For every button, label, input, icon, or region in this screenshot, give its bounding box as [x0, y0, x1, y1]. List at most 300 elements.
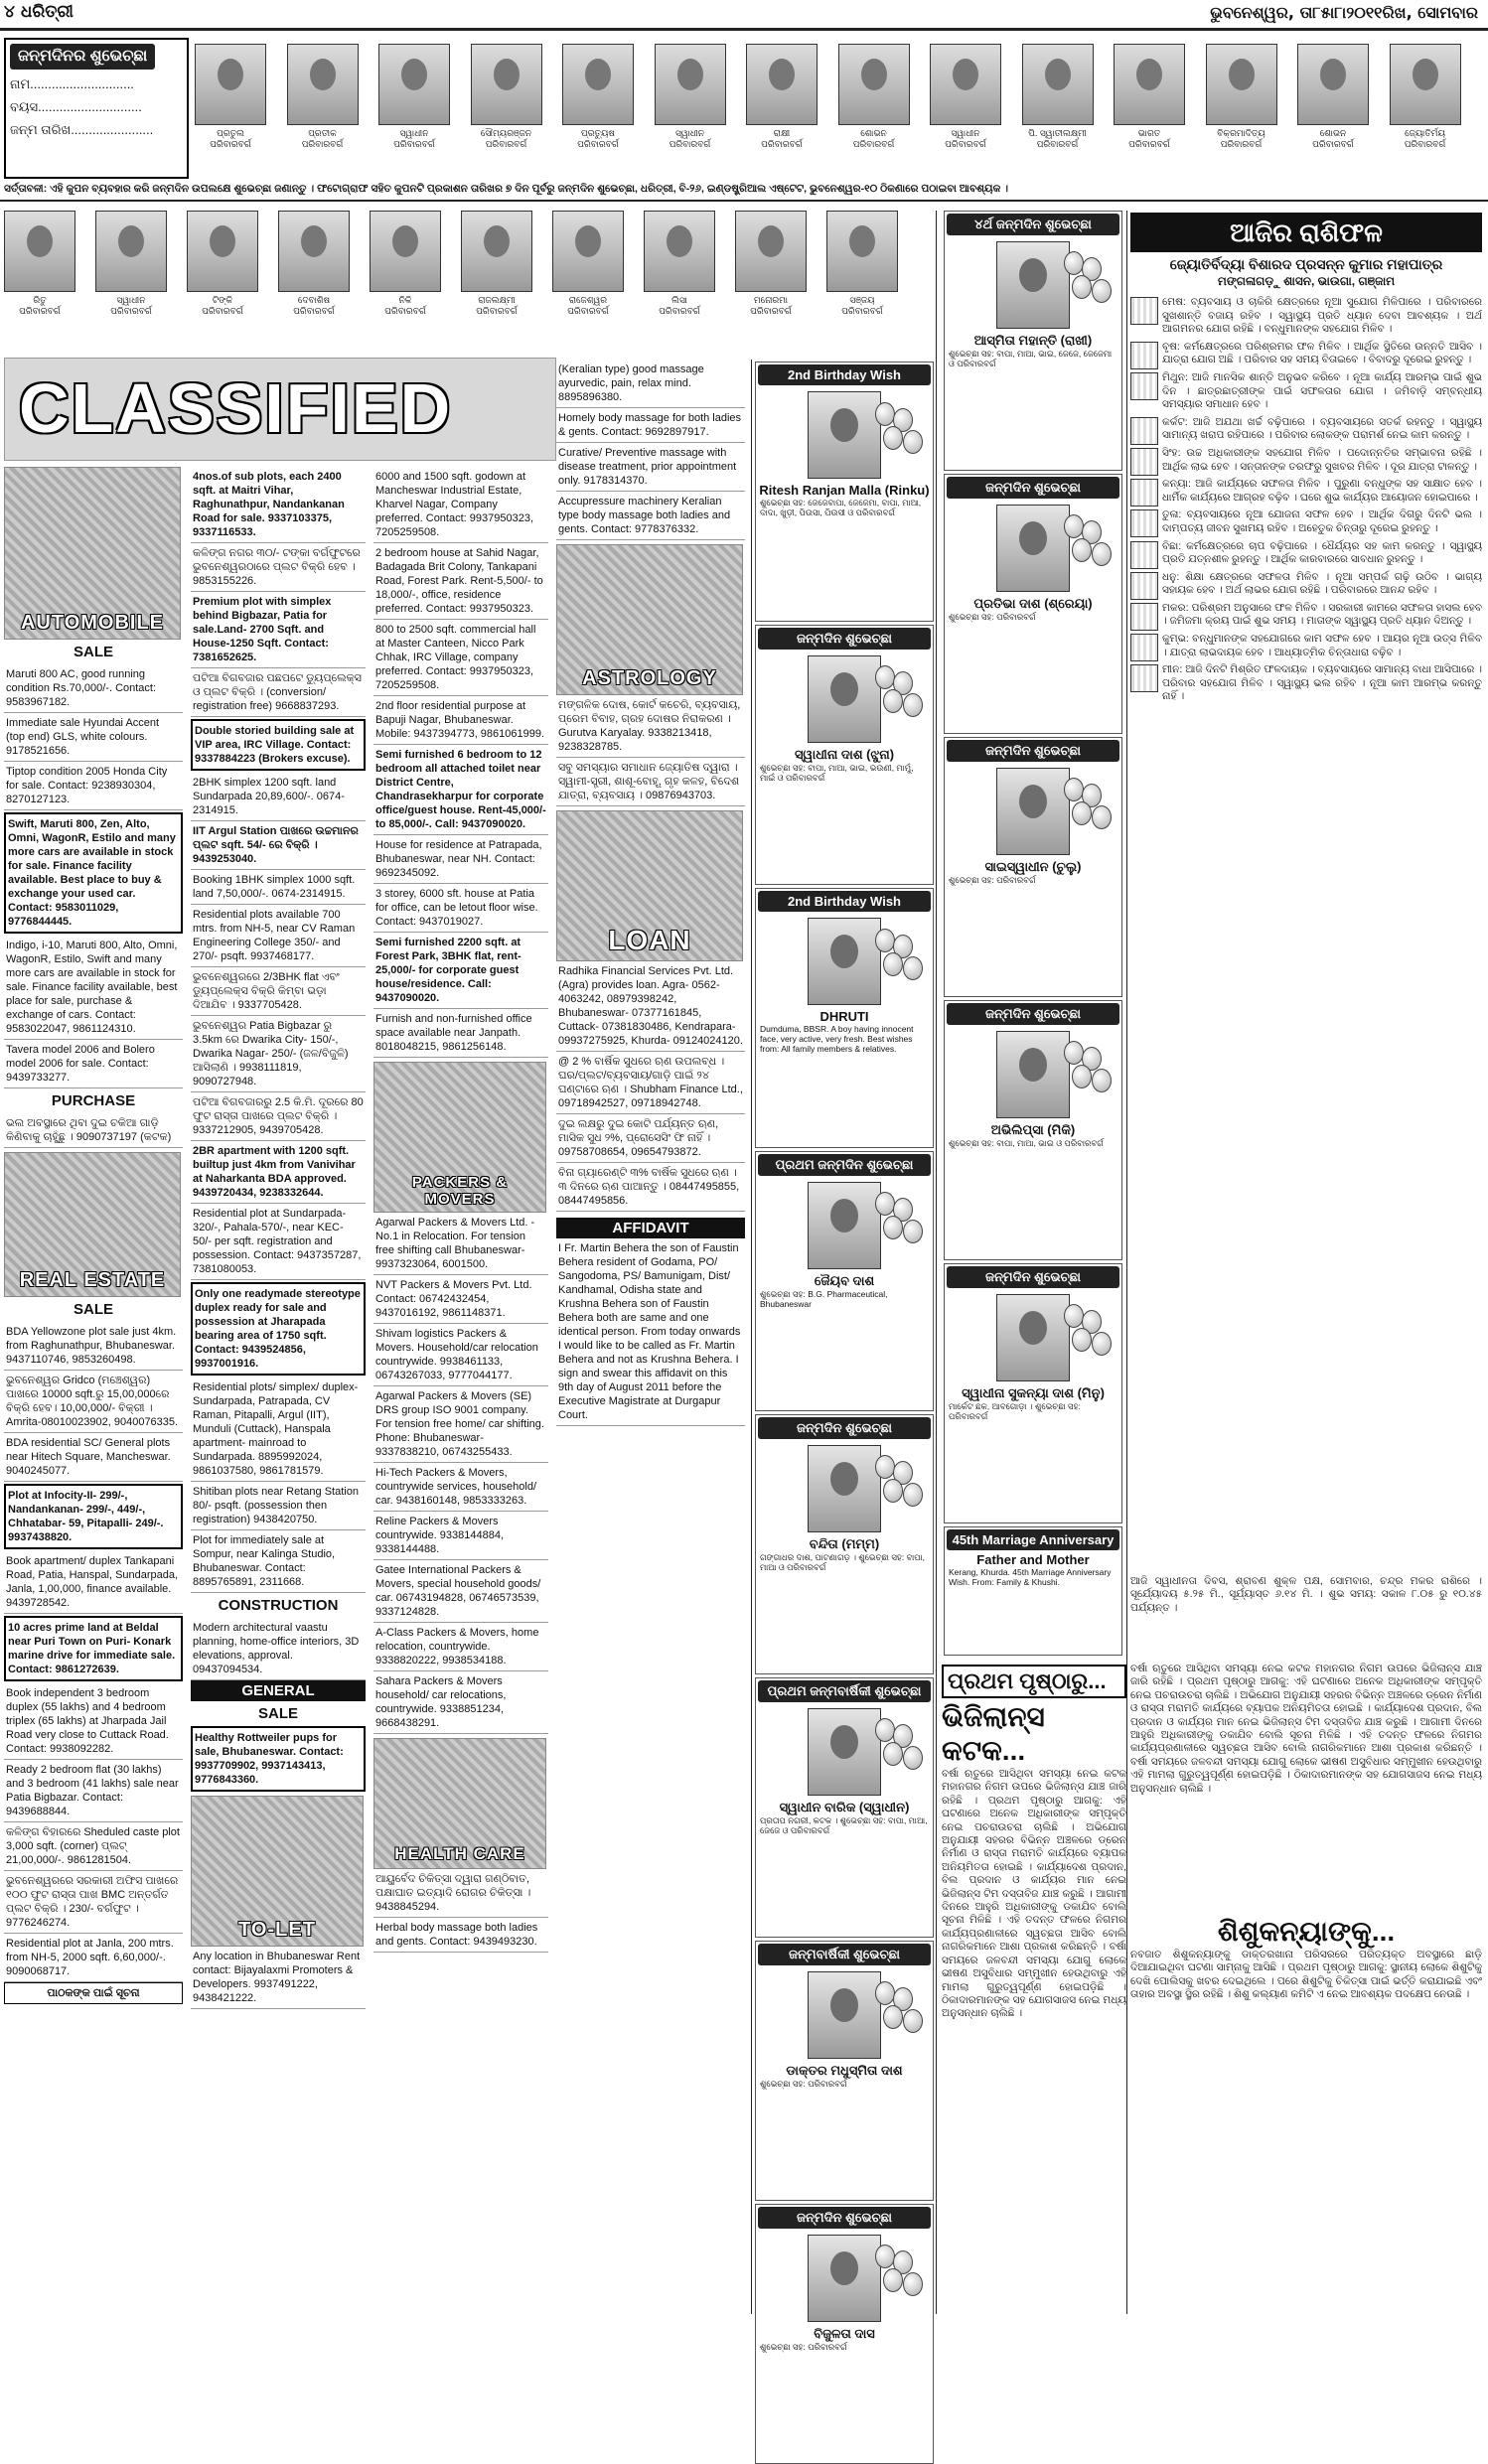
photo-family-label: ପରିବାରବର୍ଗ [761, 139, 803, 149]
photo-caption [273, 295, 355, 317]
photo-name: ଲିସା [671, 295, 687, 305]
wish-heading: ୪ର୍ଥ ଜନ୍ମଦିନ ଶୁଭେଚ୍ଛା [947, 214, 1119, 235]
classified-ad: Hi-Tech Packers & Movers, countrywide services, household/ car. 9438160148, 9853333263. [373, 1463, 548, 1512]
classified-ad: BDA residential SC/ General plots near Hitech Square, Mancheswar. 9040245077. [4, 1433, 183, 1482]
classified-ad: Ready 2 bedroom flat (30 lakhs) and 3 bedroom (41 lakhs) sale near Patia Bigbazar. Contact: 9439688844. [4, 1760, 183, 1822]
photo-caption [639, 295, 720, 317]
classified-banner [4, 358, 556, 461]
photo-name: ସ୍ୱାଧୀନ [675, 128, 704, 138]
balloon-icon [1072, 275, 1092, 299]
health-care-label: HEALTH CARE [394, 1844, 525, 1863]
rashifal-text: ମେଷ: ବ୍ୟବସାୟ ଓ ଚାକିରି କ୍ଷେତ୍ରରେ ନୂଆ ସୁଯୋଗ ମିଳିପାରେ । ପରିବାରରେ ସୁଖଶାନ୍ତି ବଜାୟ ରହିବ । ସ୍ୱାସ୍ଥ୍ୟ ପ୍ରତି ଧ୍ୟାନ ଦେବା ଆବଶ୍ୟକ । ଅର୍ଥ ଆଗମନର ଯୋଗ ରହିଛି । ବନ୍ଧୁମାନଙ୍କ ସହଯୋଗ ମିଳିବ । [1162, 296, 1482, 336]
classified-ad: ଭୁବନେଶ୍ୱରରେ ସରକାରୀ ଅଫିସ ପାଖରେ ୧୦୦ ଫୁଟ ରାସ୍ତା ପାଖ BMC ଅନ୍ତର୍ଗତ ପ୍ଲଟ ବିକ୍ରି । 230/- ବର୍ଗଫୁଟ । 9776246274. [4, 1871, 183, 1934]
balloon-icon [903, 2272, 923, 2296]
wish-heading: ଜନ୍ମଦିନ ଶୁଭେଚ୍ଛା [758, 1417, 931, 1439]
balloon-icon [1064, 514, 1084, 538]
classified-ad: Tavera model 2006 and Bolero model 2006 for sale. Contact: 9439733277. [4, 1040, 183, 1088]
rashifal-text: କୁମ୍ଭ: ବନ୍ଧୁମାନଙ୍କ ସହଯୋଗରେ କାମ ସଫଳ ହେବ । ଆୟର ନୂଆ ଉତ୍ସ ମିଳିବ । ଯାତ୍ରା ଲାଭଦାୟକ ହେବ । ଆଧ୍ୟାତ୍ମିକ ଚିନ୍ତାଧାରା ବଢ଼ିବ । [1162, 633, 1482, 658]
wish-photo [996, 1031, 1070, 1118]
photo-caption [190, 128, 271, 150]
classified-ad: BDA Yellowzone plot sale just 4km. from Raghunathpur, Bhubaneswar. 9437110746, 9853260498. [4, 1322, 183, 1371]
birthday-wish-card [944, 1263, 1122, 1523]
balloon-icon [1072, 1065, 1092, 1088]
photo-caption [741, 128, 822, 150]
photo-family-label: ପରିବାରବର୍ଗ [293, 306, 335, 316]
wish-name: ଡାକ୍ତର ମଧୁସ୍ମିତା ଦାଶ [786, 2063, 903, 2078]
page-label: ୪ ଧରିତ୍ରୀ [4, 2, 74, 22]
photo-caption [365, 295, 446, 317]
wish-photo [808, 1182, 881, 1269]
balloons-icon [1064, 778, 1114, 837]
photo-family-label: ପରିବାରବର୍ଗ [1036, 139, 1079, 149]
classified-ad: Semi furnished 6 bedroom to 12 bedroom all attached toilet near District Centre, Chandrasekharpur for corporate office/guest house. Rent-45,000/- to 85,000/-. Call: 9437090020. [373, 745, 548, 835]
birthday-wish-card [755, 362, 934, 622]
rashifal-list [1130, 296, 1482, 1569]
birthday-photo [1297, 44, 1369, 149]
wish-text: ଶୁଭେଚ୍ଛା ସହ: ବାପା, ମାଆ, ଭାଇ, ଜେଜେ, ଜେଜେମା ଓ ପରିବାରବର୍ଗ [949, 349, 1113, 368]
loan-image [556, 810, 743, 961]
photo-family-label: ପରିବାରବର୍ଗ [202, 306, 243, 316]
photo-name: ସ୍ୱାଧୀନ [951, 128, 980, 138]
news-story-2 [1130, 1915, 1482, 2312]
balloon-icon [1072, 538, 1092, 562]
classified-ad: Accupressure machinery Keralian type body massage both ladies and gents. Contact: 9778376332. [556, 492, 745, 540]
photo-family-label: ପରିବାରବର୍ଗ [669, 139, 711, 149]
birthday-photo [826, 211, 898, 316]
zodiac-icon [1130, 479, 1158, 507]
rashifal-item [1130, 663, 1482, 704]
classified-ad: କଳିଙ୍ଗ ନଗର ୩୦/- ଟଙ୍କା ବର୍ଗଫୁଟରେ ଭୁବନେଶ୍ୱରଠାରେ ପ୍ଲଟ ବିକ୍ରି ହେବ । 9853155226. [191, 543, 366, 592]
birthday-wish-card [755, 1941, 934, 2201]
coupon-title: ଜନ୍ମଦିନର ଶୁଭେଚ୍ଛା [10, 44, 155, 70]
photo-name: ଶୋଭନ [860, 128, 887, 138]
photo-family-label: ପରିବାରବର୍ଗ [1220, 139, 1263, 149]
classified-ad: Immediate sale Hyundai Accent (top end) GLS, white colours. 9178521656. [4, 713, 183, 762]
wish-heading: ପ୍ରଥମ ଜନ୍ମଦିନ ଶୁଭେଚ୍ଛା [758, 1154, 931, 1176]
birthday-wish-card [944, 474, 1122, 734]
classified-ad: Shitiban plots near Retang Station 80/- psqft. (possession then registration) 9438420750. [191, 1482, 366, 1530]
packers-movers-image [373, 1062, 546, 1213]
rashifal-item [1130, 296, 1482, 337]
photo-family-label: ପରିବାରବର୍ଗ [750, 306, 792, 316]
balloon-icon [883, 2005, 903, 2029]
rashifal-text: ବୃଷ: କର୍ମକ୍ଷେତ୍ରରେ ପରିଶ୍ରମର ଫଳ ମିଳିବ । ଆର୍ଥିକ ସ୍ଥିତିରେ ଉନ୍ନତି ଆସିବ । ଯାତ୍ରା ଯୋଗ ଅଛି । ପରିବାର ସହ ସମୟ ବିତାଇବେ । ବିବାଦରୁ ଦୂରେଇ ରୁହନ୍ତୁ । [1162, 340, 1482, 366]
balloons-icon [1064, 251, 1114, 311]
photo-name: ପ୍ରତୀକ [308, 128, 337, 138]
photo-name: ମନୋରମା [753, 295, 789, 305]
classified-ad: Curative/ Preventive massage with disease treatment, prior appointment only. 9178314370. [556, 443, 745, 492]
balloon-icon [883, 426, 903, 450]
classified-title: CLASSIFIED [19, 369, 453, 447]
automobile-label: AUTOMOBILE [20, 612, 165, 634]
wish-text: ଗଙ୍ଗାଧର ଦାଶ, ପାଟଣାଗଡ଼ । ଶୁଭେଚ୍ଛା ସହ: ବାପା, ମାଆ ଓ ପରିବାରବର୍ଗ [760, 1552, 925, 1572]
classified-ad: 2nd floor residential purpose at Bapuji Nagar, Bhubaneswar. Mobile: 9437394773, 9861061999. [373, 696, 548, 745]
coupon-note: ସର୍ତ୍ତାବଳୀ: ଏହି କୁପନ ବ୍ୟବହାର କରି ଜନ୍ମଦିନ ଉପଲକ୍ଷେ ଶୁଭେଚ୍ଛା ଜଣାନ୍ତୁ । ଫଟୋଗ୍ରାଫ ସହିତ କୁପନଟି ପ୍ରକାଶନ ତାରିଖର ୭ ଦିନ ପୂର୍ବରୁ ଜନ୍ମଦିନ ଶୁଭେଚ୍ଛା, ଧରିତ୍ରୀ, ବି-୨୬, ଇଣ୍ଡଷ୍ଟ୍ରିଆଲ ଏଷ୍ଟେଟ, ଭୁବନେଶ୍ୱର-୧୦ ଠିକଣାରେ ପଠାଇବା ଆବଶ୍ୟକ । [4, 183, 1008, 195]
balloon-icon [875, 402, 895, 426]
wish-heading: ଜନ୍ମଦିନ ଶୁଭେଚ୍ଛା [758, 2207, 931, 2229]
page-header [0, 0, 1488, 26]
birthday-photo [187, 211, 258, 316]
zodiac-icon [1130, 509, 1158, 537]
affidavit-heading: AFFIDAVIT [556, 1218, 745, 1238]
wish-heading: 2nd Birthday Wish [758, 364, 931, 385]
photo-caption [0, 295, 80, 317]
rashifal-item [1130, 571, 1482, 598]
wish-text: ଶୁଭେଚ୍ଛା ସହ: ପରିବାରବର୍ଗ [949, 612, 1036, 622]
birthday-wish-card [755, 1151, 934, 1411]
wish-photo [808, 391, 881, 479]
birthday-photo [1390, 44, 1461, 149]
classified-ad: 2BR apartment with 1200 sqft. builtup just 4km from Vanivihar at Naharkanta BDA approved. 9439720434, 9238332644. [191, 1141, 366, 1204]
classified-ad-boxed: Healthy Rottweiler pups for sale, Bhubaneswar. Contact: 9937709902, 9937143413, 9776843360. [191, 1726, 366, 1792]
wish-name: ସ୍ୱାଧୀନା ଦାଶ (ଝୁନା) [794, 747, 895, 762]
wish-name: ସ୍ୱାଧୀନା ସୁକନ୍ୟା ଦାଶ (ମିନୁ) [962, 1385, 1105, 1400]
classified-ad: Homely body massage for both ladies & gents. Contact: 9692897917. [556, 408, 745, 443]
wish-name: ବିଜୁଳତା ଦାସ [814, 2326, 875, 2341]
birthday-photo [4, 211, 75, 316]
birthday-photo [930, 44, 1001, 149]
reader-notice: ପାଠକଙ୍କ ପାଇଁ ସୂଚନା [4, 1982, 183, 2004]
photo-caption [1109, 128, 1190, 150]
classified-ad: ଦୁଇ ଲକ୍ଷରୁ ଦୁଇ କୋଟି ପର୍ଯ୍ୟନ୍ତ ଋଣ, ମାସିକ ସୁଧ ୨%, ପ୍ରୋସେସିଂ ଫି ନାହିଁ । 09758708654, 09654793872. [556, 1114, 745, 1163]
general-sale-heading: SALE [257, 1705, 298, 1722]
classified-ad: Semi furnished 2200 sqft. at Forest Park, 3BHK flat, rent-25,000/- for corporate guest house/residence. Call: 9437090020. [373, 933, 548, 1009]
classified-ad: (Keralian type) good massage ayurvedic, pain, relax mind. 8895896380. [556, 360, 745, 408]
rashifal-text: ମକର: ପରିଶ୍ରମ ଅନୁସାରେ ଫଳ ମିଳିବ । ସରକାରୀ କାମରେ ସଫଳତା ହାସଲ ହେବ । ଜମିଜମା କ୍ରୟ ପାଇଁ ଶୁଭ ସମୟ । ମାତାଙ୍କ ସ୍ୱାସ୍ଥ୍ୟ ପ୍ରତି ଧ୍ୟାନ ଦିଅନ୍ତୁ । [1162, 601, 1482, 628]
general-heading: GENERAL [191, 1680, 366, 1701]
photo-caption [925, 128, 1006, 150]
photo-caption [547, 295, 629, 317]
balloon-icon [1072, 801, 1092, 825]
wish-text: ଶୁଭେଚ୍ଛା ସହ: ବାପା, ମାଆ, ଭାଇ, ଭଉଣୀ, ମାମୁଁ, ମାଇଁ ଓ ପରିବାରବର୍ଗ [760, 763, 914, 783]
classified-ad: Booking 1BHK simplex 1000 sqft. land 7,50,000/-. 0674-2314915. [191, 870, 366, 905]
zodiac-icon [1130, 541, 1158, 569]
classified-ad: Plot for immediately sale at Sompur, near Kalinga Studio, Bhubaneswar. Contact: 8895765891, 2311668. [191, 1530, 366, 1593]
balloon-icon [875, 929, 895, 952]
classified-ad: Herbal body massage both ladies and gents. Contact: 9439493230. [373, 1918, 548, 1953]
wish-heading: ପ୍ରଥମ ଜନ୍ମବାର୍ଷିକୀ ଶୁଭେଚ୍ଛା [758, 1680, 931, 1702]
photo-name: ସୌମ୍ୟରଞ୍ଜନ [480, 128, 532, 138]
balloons-icon [875, 929, 925, 988]
balloon-icon [875, 665, 895, 689]
classified-ad: କଳିଙ୍ଗ ବିହାରରେ Sheduled caste plot 3,000 sqft. (corner) ପ୍ଲଟ୍ 21,00,000/-. 9861281504. [4, 1822, 183, 1871]
news-kicker: ପ୍ରଥମ ପୃଷ୍ଠାରୁ... [942, 1665, 1126, 1698]
classified-ad: ପଟିଆ ବିଗବଜାରରୁ 2.5 କି.ମି. ଦୂରରେ 80 ଫୁଟ ରାସ୍ତା ପାଖରେ ପ୍ଲଟ ବିକ୍ରି । 9337212905, 9439705428. [191, 1092, 366, 1141]
balloon-icon [1092, 1332, 1112, 1356]
photo-caption [466, 128, 547, 150]
birthday-photo-row-2 [4, 211, 928, 340]
birthday-wish-card [755, 1414, 934, 1674]
rashifal-text: କର୍କଟ: ଆଜି ଅଯଥା ଖର୍ଚ୍ଚ ବଢ଼ିପାରେ । ବ୍ୟବସାୟରେ ସତର୍କ ରହନ୍ତୁ । ସ୍ୱାସ୍ଥ୍ୟ ସାମାନ୍ୟ ଖରାପ ରହିପାରେ । ପରିବାର ଲୋକଙ୍କ ପରାମର୍ଶ ନେଇ କାମ କରନ୍ତୁ । [1162, 415, 1482, 442]
photo-family-label: ପରିବାରବର୍ଗ [577, 139, 619, 149]
photo-name: ରାଜଲକ୍ଷ୍ମୀ [478, 295, 516, 305]
balloon-icon [903, 2009, 923, 2033]
photo-caption [833, 128, 915, 150]
photo-name: ସ୍ୱାଧୀନ [116, 295, 146, 305]
coupon-date-field[interactable]: ଜନ୍ମ ତାରିଖ....................... [10, 122, 154, 137]
classified-ad: 3 storey, 6000 sft. house at Patia for office, can be letout floor wise. Contact: 9437019027. [373, 884, 548, 933]
wish-photo [808, 1971, 881, 2059]
wish-heading: ଜନ୍ମଦିନ ଶୁଭେଚ୍ଛା [947, 1266, 1119, 1288]
birthday-wish-card [755, 2204, 934, 2464]
photo-family-label: ପରିବାରବର୍ଗ [110, 306, 152, 316]
photo-caption [456, 295, 537, 317]
classified-ad-boxed: Double storied building sale at VIP area, IRC Village. Contact: 9337884223 (Brokers excuse). [191, 719, 366, 771]
rashifal-address: ମଙ୍ଗଳାଗଡ଼ୁ ଶାସନ, ଭାଉଗା, ଗଞ୍ଜାମ [1217, 274, 1396, 288]
birthday-coupon [4, 38, 189, 179]
wish-text: ମାର୍କେଟ ଛକ, ଆବଗୋଡ଼ା । ଶୁଭେଚ୍ଛା ସହ: ପରିବାରବର୍ଗ [949, 1401, 1081, 1421]
birthday-photo [1206, 44, 1277, 149]
balloon-icon [1092, 805, 1112, 829]
photo-name: ସଞ୍ଜୟ [849, 295, 875, 305]
classified-column-4 [556, 360, 745, 2314]
wish-text: ଶୁଭେଚ୍ଛା ସହ: ଜେଜେବାପା, ଜେଜେମା, ବାପା, ମାଆ, ଦାଦା, ଖୁଡ଼ୀ, ପିଉସା, ପିଉସୀ ଓ ପରିବାରବର୍ଗ [760, 498, 922, 517]
classified-ad: Agarwal Packers & Movers Ltd. - No.1 in Relocation. For tension free shifting call Bhubaneswar- 9937323064, 6001500. [373, 1213, 548, 1275]
classified-ad-boxed: 10 acres prime land at Beldal near Puri Town on Puri- Konark marine drive for immediate sale. Contact: 9861272639. [4, 1616, 183, 1681]
rashifal-text: ବିଛା: କର୍ମକ୍ଷେତ୍ରରେ ଚାପ ବଢ଼ିପାରେ । ଧୈର୍ଯ୍ୟର ସହ କାମ କରନ୍ତୁ । ସ୍ୱାସ୍ଥ୍ୟ ପ୍ରତି ଯତ୍ନଶୀଳ ରୁହନ୍ତୁ । ଆର୍ଥିକ କାରବାରରେ ସାବଧାନ ରୁହନ୍ତୁ । [1162, 539, 1482, 566]
rashifal-text: ମିଥୁନ: ଆଜି ମାନସିକ ଶାନ୍ତି ଅନୁଭବ କରିବେ । ନୂଆ କାର୍ଯ୍ୟ ଆରମ୍ଭ ପାଇଁ ଶୁଭ ଦିନ । ଛାତ୍ରଛାତ୍ରୀଙ୍କ ପାଇଁ ସଫଳତାର ଯୋଗ । ଜମିବାଡ଼ି ସମ୍ବନ୍ଧୀୟ ସମସ୍ୟାର ସମାଧାନ ହେବ । [1162, 370, 1482, 411]
classified-ad: ଭଲ ଅବସ୍ଥାରେ ଥିବା ଦୁଇ ଚକିଆ ଗାଡ଼ି କିଣିବାକୁ ଚାହୁଁଛୁ । 9090737197 (କଟକ) [4, 1113, 183, 1148]
wish-name: ସ୍ୱାଧୀନ ବାରିକ (ସ୍ୱାଧୀନ) [779, 1800, 910, 1814]
wish-name: ସାଇସ୍ୱାଧୀନ (ଚୁଲୁ) [984, 859, 1082, 874]
classified-ad: Residential plots available 700 mtrs. from NH-5, near CV Raman Engineering College 350/- and 270/- psqft. 9937468177. [191, 905, 366, 967]
birthday-photo [735, 211, 807, 316]
balloon-icon [903, 430, 923, 454]
birthday-wish-card [944, 1000, 1122, 1260]
classified-ad: Radhika Financial Services Pvt. Ltd. (Agra) provides loan. Agra- 0562-4063242, 08979398242, Bhubaneswar- 07377161845, Cuttack- 07381830486, Kendrapara- 09937275925, Khurda- 09124024120. [556, 961, 745, 1052]
wish-heading: ଜନ୍ମଦିନ ଶୁଭେଚ୍ଛା [947, 1003, 1119, 1025]
classified-column-1 [4, 467, 183, 2314]
balloons-icon [875, 665, 925, 725]
coupon-age-field[interactable]: ବୟସ............................. [10, 99, 142, 114]
balloons-icon [875, 1192, 925, 1251]
balloon-icon [1092, 1069, 1112, 1092]
rashifal-text: ଧନୁ: ଶିକ୍ଷା କ୍ଷେତ୍ରରେ ସଫଳତା ମିଳିବ । ନୂଆ ସମ୍ପର୍କ ଗଢ଼ି ଉଠିବ । ଭାଗ୍ୟ ସହାୟକ ହେବ । ଅର୍ଥ ଲାଭର ଯୋଗ ରହିଛି । ପରିବାରରେ ଆନନ୍ଦ ରହିବ । [1162, 570, 1482, 597]
photo-caption [1017, 128, 1099, 150]
photo-name: ପ୍ରତୁଲ [217, 128, 244, 138]
balloons-icon [875, 1718, 925, 1778]
balloon-icon [1072, 1328, 1092, 1352]
construction-heading: CONSTRUCTION [218, 1597, 339, 1614]
wish-name: ଆସ୍ମିତା ମହାନ୍ତି (ରାଖୀ) [973, 333, 1093, 348]
photo-family-label: ପରିବାରବର୍ଗ [476, 306, 518, 316]
wish-name: ଜୈୟବ ଦାଶ [814, 1273, 875, 1288]
zodiac-icon [1130, 297, 1158, 325]
birthday-photo [1114, 44, 1185, 149]
classified-ad: ପଟିଆ ବିଗବଜାର ପଛପଟେ ଡ୍ୟୁପ୍ଲେକ୍ସ ଓ ପ୍ଲଟ ବିକ୍ରି । (conversion/ registration free) 9668837293. [191, 668, 366, 717]
photo-caption [182, 295, 263, 317]
classified-ad: Residential plot at Sundarpada- 320/-, Pahala-570/-, near KEC- 50/- per sqft. registration and possession. Contact: 9437357287, 7381080053. [191, 1204, 366, 1280]
balloons-icon [1064, 1304, 1114, 1364]
balloons-icon [1064, 514, 1114, 574]
wish-text: ଶୁଭେଚ୍ଛା ସହ: B.G. Pharmaceutical, Bhubaneswar [760, 1289, 888, 1309]
photo-caption [557, 128, 639, 150]
wish-name: Father and Mother [976, 1552, 1090, 1567]
classified-ad-boxed: Swift, Maruti 800, Zen, Alto, Omni, WagonR, Estilo and many more cars are available in stock for sale. Finance facility available. Best place to buy & exchange your used car. Contact: 9583011029, 9776844445. [4, 812, 183, 934]
balloon-icon [875, 1455, 895, 1479]
balloon-icon [1064, 778, 1084, 801]
balloon-icon [883, 1742, 903, 1766]
classified-ad: ଭୁବନେଶ୍ୱର Gridco (ମଞ୍ଚେଶ୍ୱର) ପାଖରେ 10000 sqft.ରୁ 15,00,000ରେ ବିକ୍ରି ହେବ। 10,00,000/- ବିକ୍ରୀ । Amrita-08010023902, 9040076335. [4, 1371, 183, 1433]
wish-text: ପ୍ରତାପ ନଗରୀ, କଟକ । ଶୁଭେଚ୍ଛା ସହ: ବାପା, ମାଆ, ଜେଜେ ଓ ପରିବାରବର୍ଗ [760, 1815, 928, 1835]
rashifal-item [1130, 341, 1482, 367]
automobile-image [4, 467, 181, 640]
photo-caption [650, 128, 731, 150]
zodiac-icon [1130, 417, 1158, 445]
astrology-image [556, 544, 743, 695]
birthday-wish-card [944, 737, 1122, 997]
wish-heading: ଜନ୍ମଦିନ ଶୁଭେଚ୍ଛା [758, 628, 931, 650]
balloon-icon [1092, 279, 1112, 303]
birthday-photo [287, 44, 359, 149]
photo-name: ପ୍ରତ୍ୟୁଷ [580, 128, 616, 138]
photo-name: ଶୋଭନ [1319, 128, 1347, 138]
birthday-wish-card [755, 625, 934, 885]
birthday-wish-card [944, 211, 1122, 471]
classified-ad: ଭୁବନେଶ୍ୱର Patia Bigbazar ରୁ 3.5km ରେ Dwarika City- 150/-, Dwarika Nagar- 250/- (ଜଳ/ବିଜୁଳି) ଆସିଲାଣି । 9938111819, 9090727948. [191, 1016, 366, 1092]
photo-caption [373, 128, 455, 150]
photo-name: ଟିଙ୍କି [212, 295, 233, 305]
classified-ad: Furnish and non-furnished office space available near Janpath. 8018048215, 9861256148. [373, 1009, 548, 1058]
wish-name: DHRUTI [819, 1009, 869, 1024]
balloon-icon [903, 1220, 923, 1243]
zodiac-icon [1130, 664, 1158, 692]
balloon-icon [875, 1718, 895, 1742]
rashifal-title: ଆଜିର ରାଶିଫଳ [1130, 213, 1482, 252]
classified-ad: Modern architectural vaastu planning, home-office interiors, 3D elevations, approval. 09437094534. [191, 1618, 366, 1680]
photo-name: ଦେବାଶିଷ [297, 295, 331, 305]
photo-caption [730, 295, 812, 317]
wish-photo [996, 1294, 1070, 1381]
wish-photo [996, 505, 1070, 592]
wish-name: ଅଭିଲିପ୍ସା (ମିକି) [990, 1122, 1076, 1137]
coupon-name-field[interactable]: ନାମ............................. [10, 76, 134, 91]
photo-family-label: ପରିବାରବର୍ଗ [393, 139, 435, 149]
photo-family-label: ପରିବାରବର୍ଗ [19, 306, 61, 316]
classified-ad: House for residence at Patrapada, Bhubaneswar, near NH. Contact: 9692345092. [373, 835, 548, 884]
news-body-2: ନବଜାତ ଶିଶୁକନ୍ୟାଙ୍କୁ ଡାକ୍ତରଖାନା ପରିସରରେ ପରିତ୍ୟକ୍ତ ଅବସ୍ଥାରେ ଛାଡ଼ି ଦିଆଯାଇଥିବା ଘଟଣା ସାମ୍ନାକୁ ଆସିଛି । ପ୍ରଥମ ପୃଷ୍ଠାରୁ ଆଗକୁ: ସ୍ଥାନୀୟ ଲୋକେ ଶିଶୁଟିକୁ ଦେଖି ପୋଲିସକୁ ଖବର ଦେଇଥିଲେ । ପରେ ଶିଶୁଟିକୁ ଚିକିତ୍ସା ପାଇଁ ଭର୍ତ୍ତି କରାଯାଇଛି ଏବଂ ତାହାର ଅବସ୍ଥା ସ୍ଥିର ରହିଛି । ଶିଶୁ କଲ୍ୟାଣ କମିଟି ଏ ନେଇ ଆବଶ୍ୟକ ପଦକ୍ଷେପ ନେଉଛି । [1130, 1949, 1482, 2001]
news-body-1-cont: ବର୍ଷା ଋତୁରେ ଆସିଥିବା ସମସ୍ୟା ନେଇ କଟକ ମହାନଗର ନିଗମ ଉପରେ ଭିଜିଲାନ୍ସ ଯାଞ୍ଚ ଜାରି ରହିଛି । ପ୍ରଥମ ପୃଷ୍ଠାରୁ ଆଗକୁ: ଏହି ଘଟଣାରେ ଅନେକ ଅଧିକାରୀଙ୍କ ସମ୍ପୃକ୍ତି ନେଇ ପଚରାଉଚରା ଚାଲିଛି । ଅଭିଯୋଗ ଅନୁଯାୟୀ ସହରର ବିଭିନ୍ନ ଅଞ୍ଚଳରେ ଡ୍ରେନ ନିର୍ମାଣ ଓ ରାସ୍ତା ମରାମତି କାର୍ଯ୍ୟରେ ବ୍ୟାପକ ଅନିୟମିତତା ହୋଇଛି । କାର୍ଯ୍ୟାଦେଶ ପ୍ରଦାନ, ବିଲ ପ୍ରଦାନ ଓ କାର୍ଯ୍ୟର ମାନ ନେଇ ଭିଜିଲାନ୍ସ ଟିମ ଦସ୍ତାବିଜ ଯାଞ୍ଚ କରୁଛି । ଆଗାମୀ ଦିନରେ ଆହୁରି ଅଧିକାରୀଙ୍କୁ ଡକାଯିବ ବୋଲି ସୂଚନା ମିଳିଛି । ଏହି ତଦନ୍ତ ଫଳରେ ନିଗମର କାର୍ଯ୍ୟପ୍ରଣାଳୀରେ ସ୍ୱଚ୍ଛତା ଆସିବ ବୋଲି ନାଗରିକମାନେ ଆଶା ପ୍ରକାଶ କରିଛନ୍ତି । ବର୍ଷା ସମୟରେ ଜଳବନ୍ଦୀ ସମସ୍ୟା ଯୋଗୁ ଲୋକେ ଭୀଷଣ ଅସୁବିଧାର ସମ୍ମୁଖୀନ ହେଉଥିବାରୁ ଏହି ମାମଲା ଗୁରୁତ୍ୱପୂର୍ଣ୍ଣ ହୋଇପଡ଼ିଛି । ଠିକାଦାରମାନଙ୍କ ସହ ଯୋଗସାଜସ ନେଇ ମଧ୍ୟ ଅନୁସନ୍ଧାନ ଚାଲିଛି । [1130, 1663, 1482, 1795]
news-story-1 [942, 1700, 1126, 2078]
photo-name: ଜ୍ୟୋତିର୍ମୟ [1405, 128, 1445, 138]
photo-caption [1292, 128, 1374, 150]
wish-text: ଶୁଭେଚ୍ଛା ସହ: ପରିବାରବର୍ଗ [760, 2079, 847, 2089]
photo-caption [1201, 128, 1282, 150]
rashifal-text: ସିଂହ: ଉଚ୍ଚ ଅଧିକାରୀଙ୍କ ସହଯୋଗ ମିଳିବ । ପଦୋନ୍ନତିର ସମ୍ଭାବନା ରହିଛି । ଆର୍ଥିକ ଲାଭ ହେବ । ସନ୍ତାନଙ୍କ ତରଫରୁ ସୁଖବର ମିଳିବ । ଦୂର ଯାତ୍ରା ଟାଳନ୍ତୁ । [1162, 446, 1482, 473]
birthday-photo [278, 211, 350, 316]
balloon-icon [883, 689, 903, 713]
balloon-icon [875, 1192, 895, 1216]
wish-photo [808, 1445, 881, 1532]
classified-ad: Agarwal Packers & Movers (SE) DRS group ISO 9001 company. For tension free home/ car shifting. Phone: Bhubaneswar- 9337838210, 06743255433. [373, 1386, 548, 1463]
birthday-photo [552, 211, 624, 316]
balloon-icon [883, 1479, 903, 1503]
photo-caption [1385, 128, 1466, 150]
photo-family-label: ପରିବାରବର୍ଗ [384, 306, 426, 316]
photo-family-label: ପରିବାରବର୍ଗ [1312, 139, 1354, 149]
photo-name: ରାଜେଶ୍ୱର [568, 295, 608, 305]
classified-ad: 2 bedroom house at Sahid Nagar, Badagada Brit Colony, Tankapani Road, Forest Park. Rent-5,500/- to 18,000/-, office, residence preferred. Contact: 9937950323. [373, 543, 548, 620]
classified-ad: Shivam logistics Packers & Movers. Household/car relocation countrywide. 9938461133, 06743267033, 9777044177. [373, 1324, 548, 1386]
birthday-photo [838, 44, 910, 149]
wish-text: ଶୁଭେଚ୍ଛା ସହ: ପରିବାରବର୍ଗ [949, 875, 1036, 885]
balloon-icon [883, 952, 903, 976]
zodiac-icon [1130, 342, 1158, 369]
classified-ad: Premium plot with simplex behind Bigbazar, Patia for sale.Land- 2700 Sqft. and House-1250 Sqft. Contact: 7381652625. [191, 592, 366, 668]
classified-ad-boxed: Plot at Infocity-II- 299/-, Nandankanan- 299/-, 449/-, Chhatabar- 59, Pitapalli- 249/-. 9937438820. [4, 1484, 183, 1549]
balloon-icon [1064, 251, 1084, 275]
classified-ad: Indigo, i-10, Maruti 800, Alto, Omni, WagonR, Estilo, Swift and many more cars are available in stock for sale. Finance facility available, best place for sale, purchase & exchange of cars. Contact: 9583022047, 9861124310. [4, 936, 183, 1040]
classified-ad: @ 2 % ବାର୍ଷିକ ସୁଧରେ ଋଣ ଉପଲବ୍ଧ । ଘର/ପ୍ଲଟ/ବ୍ୟବସାୟ/ଗାଡ଼ି ପାଇଁ ୨୪ ଘଣ୍ଟାରେ ଋଣ । Shubham Finance Ltd., 09718942527, 09718942748. [556, 1052, 745, 1114]
birthday-photo [655, 44, 726, 149]
rashifal-author: ଜ୍ୟୋତିର୍ବିଦ୍ୟା ବିଶାରଦ ପ୍ରସନ୍ନ କୁମାର ମହାପାତ୍ର [1169, 256, 1443, 272]
photo-caption [282, 128, 364, 150]
photo-family-label: ପରିବାରବର୍ଗ [1404, 139, 1446, 149]
balloon-icon [883, 1216, 903, 1239]
classified-ad: 4nos.of sub plots, each 2400 sqft. at Maitri Vihar, Raghunathpur, Nandankanan Road for sale. 9337103375, 9337116533. [191, 467, 366, 543]
zodiac-icon [1130, 372, 1158, 400]
news-headline-1: ଭିଜିଲାନ୍ସ କଟକ... [942, 1701, 1045, 1766]
photo-family-label: ପରିବାରବର୍ଗ [210, 139, 251, 149]
balloon-icon [903, 1746, 923, 1770]
wish-photo [808, 2235, 881, 2322]
photo-family-label: ପରିବାରବର୍ଗ [841, 306, 883, 316]
news-headline-2: ଶିଶୁକନ୍ୟାଙ୍କୁ... [1217, 1916, 1396, 1947]
wish-heading: ଜନ୍ମଦିନ ଶୁଭେଚ୍ଛା [947, 740, 1119, 762]
birthday-photo [746, 44, 818, 149]
classified-ad: Residential plots/ simplex/ duplex- Sundarpada, Patrapada, CV Raman, Pitapalli, Argul (IIT), Munduli (Cuttack), Hanspala apartment- mainroad to Sundarpada. 8895992024, 9861037580, 9861781579. [191, 1377, 366, 1482]
to-let-label: TO-LET [238, 1919, 316, 1941]
classified-ad: Residential plot at Janla, 200 mtrs. from NH-5, 2000 sqft. 6,60,000/-. 9090068717. [4, 1934, 183, 1982]
balloon-icon [1092, 542, 1112, 566]
birthday-photo [471, 44, 542, 149]
photo-family-label: ପରିବାରବର୍ଗ [485, 139, 527, 149]
rashifal-item [1130, 478, 1482, 505]
photo-caption [90, 295, 172, 317]
classified-ad: Maruti 800 AC, good running condition Rs.70,000/-. Contact: 9583967182. [4, 664, 183, 713]
photo-name: ପି. ସ୍ୱାତୀଲକ୍ଷ୍ମୀ [1028, 128, 1087, 138]
wish-photo [808, 1708, 881, 1796]
zodiac-icon [1130, 448, 1158, 476]
photo-name: ଭାରତ [1137, 128, 1161, 138]
wish-heading: 45th Marriage Anniversary [947, 1529, 1119, 1550]
rashifal-text: କନ୍ୟା: ଆଜି କାର୍ଯ୍ୟରେ ସଫଳତା ମିଳିବ । ପୁରୁଣା ବନ୍ଧୁଙ୍କ ସହ ସାକ୍ଷାତ ହେବ । ଧାର୍ମିକ କାର୍ଯ୍ୟରେ ଆଗ୍ରହ ବଢ଼ିବ । ଘରେ ଶୁଭ କାର୍ଯ୍ୟର ଆୟୋଜନ ହୋଇପାରେ । [1162, 478, 1482, 504]
birthday-photo [461, 211, 532, 316]
photo-family-label: ପରିବାରବର୍ଗ [567, 306, 609, 316]
photo-caption [821, 295, 903, 317]
classified-ad: Book independent 3 bedroom duplex (55 lakhs) and 4 bedroom triplex (65 lakhs) at Jharpada Jail Road very close to Cuttack Road. Contact: 9938092282. [4, 1683, 183, 1760]
to-let-image [191, 1796, 364, 1947]
classified-ad: 800 to 2500 sqft. commercial hall at Master Canteen, Nicco Park Chhak, IRC Village, company preferred. Contact: 9937950323, 7205259508. [373, 620, 548, 696]
wish-heading: 2nd Birthday Wish [758, 891, 931, 912]
birthday-photo [370, 211, 441, 316]
wish-name: Ritesh Ranjan Malla (Rinku) [759, 483, 930, 498]
wish-heading: ଜନ୍ମଦିନ ଶୁଭେଚ୍ଛା [947, 477, 1119, 499]
photo-family-label: ପରିବାରବର୍ଗ [1128, 139, 1170, 149]
classified-ad: IIT Argul Station ପାଖରେ ଉଚ୍ଚମାନର ପ୍ଲଟ sqft. 54/- ରେ ବିକ୍ରି । 9439253040. [191, 821, 366, 870]
birthday-photo [644, 211, 715, 316]
affidavit-text: I Fr. Martin Behera the son of Faustin Behera resident of Godama, PO/ Sangodoma, PS/ Bamunigam, Dist/ Kandhamal, Odisha state and Krushna Behera son of Faustin Behera both are same and one identical person. From today onwards I would like to be called as Fr. Martin Behera and not as Krushna Behera. I sign and swear this affidavit on this 9th day of August 2011 before the Executive Magistrate at Durgapur Court. [556, 1238, 745, 1426]
wish-photo [996, 768, 1070, 855]
news-story-1-continued [1130, 1663, 1482, 1911]
real-estate-image [4, 1152, 181, 1297]
classified-ad: Tiptop condition 2005 Honda City for sale. Contact: 9238930304, 8270127123. [4, 762, 183, 810]
wish-photo [808, 918, 881, 1005]
photo-name: ରାକ୍ଷୀ [773, 128, 791, 138]
wish-text: ଶୁଭେଚ୍ଛା ସହ: ବାପା, ମାଆ, ଭାଇ ଓ ପରିବାରବର୍ଗ [949, 1138, 1104, 1148]
classified-ad: Any location in Bhubaneswar Rent contact: Bijayalaxmi Promoters & Developers. 9937491222, 9438421222. [191, 1947, 366, 2009]
birthday-photo-row-1 [195, 44, 1486, 173]
